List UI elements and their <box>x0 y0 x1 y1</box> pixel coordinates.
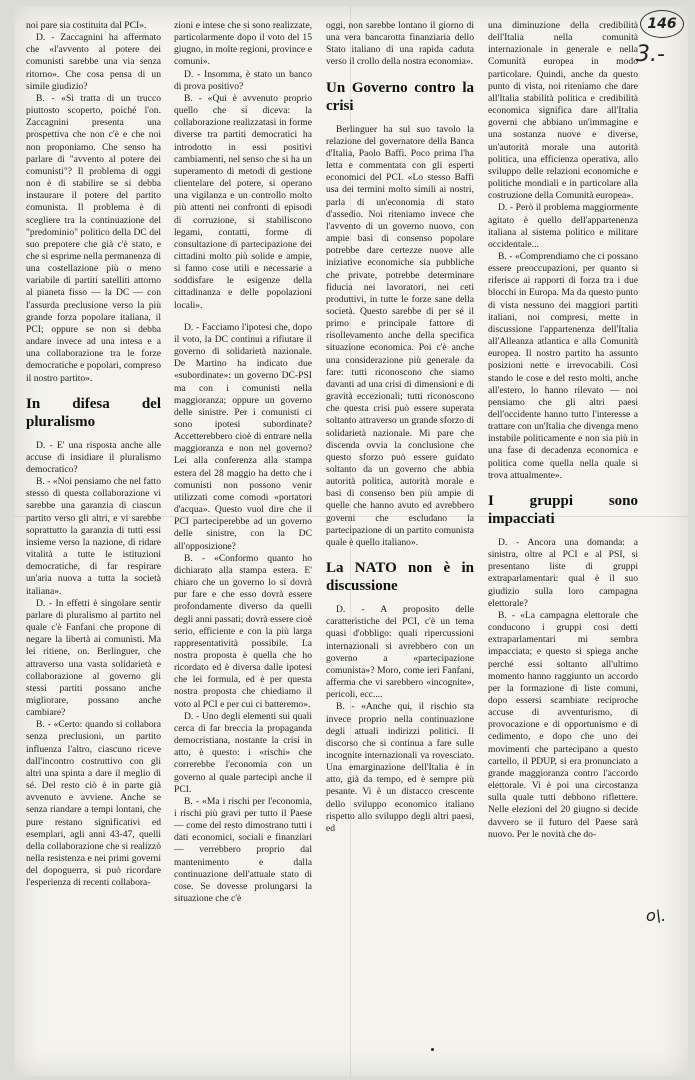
column-4 <box>488 20 638 841</box>
paragraph: B. - «Certo: quando si collabora senza preclusioni, un partito influenza l'altro, ciascuno riceve dall'incontro costruttivo con gli altri una spinta a dare il meglio di sé. Del resto ciò è in parte già avvenuto e avviene. Anche se senza riandare a tempi lontani, che pure restano significativi ed esemplari, agli anni 43-47, quelli della collaborazione che si realizzò nella resistenza e nei primi governi del dopoguerra, si può ricordare l'esperienza di recenti collabora- <box>26 719 161 889</box>
newspaper-page <box>14 6 688 1076</box>
margin-mark-handwritten: 3.- <box>636 42 665 67</box>
paragraph: B. - «Noi pensiamo che nel fatto stesso di questa collaborazione vi sarebbe una garanzia di ciascun partito verso gli altri, e vi sarebbe soprattutto la garanzia di tutti essi insieme verso la nazione, di ridare vitalità a tutte le istituzioni democratiche, di far respirare un'aria nuova a tutta la società italiana». <box>26 476 161 597</box>
paragraph: noi pare sia costituita dal PCI». <box>26 20 147 31</box>
column-2 <box>174 20 312 905</box>
page-number-handwritten: 146 <box>640 10 684 38</box>
ink-speck <box>431 1048 434 1051</box>
paragraph: B. - «La campagna elettorale che conducono i gruppi così detti extraparlamentari mi sembra impacciata; e questo si spiega anche perché essi soltanto all'ultimo momento hanno raggiunto un accordo per la formazione di liste comuni, dopo essersi scambiate reciproche accuse di avventurismo, di provocazione e di opportunismo e di cedimento, e dopo che uno dei movimenti che partecipano a questo cartello, il PDUP, si era pronunciato a grande maggioranza contro l'accordo elettorale. Vi è poi una circostanza sulla quale tutti debbono riflettere. Nelle elezioni del 20 giugno si decide davvero se il futuro del Paese sarà nuovo. Per le novità che do- <box>488 609 638 840</box>
paragraph: D. - Uno degli elementi sui quali cerca di far breccia la propaganda democristiana, nostante la crisi in atto, è questo: i «rischi» che correrebbe l'economia con un governo al quale partecipi anche il PCI. <box>174 710 312 795</box>
paragraph: D. - Insomma, è stato un banco di prova positivo? <box>174 68 312 92</box>
paragraph: B. - «Comprendiamo che ci possano essere preoccupazioni, per quanto si riferisce ai rapporti di forza tra i due blocchi in Europa. Ma da questo punto di vista nessuno dei maggiori partiti italiani, noi compresi, mette in discussione l'appartenenza dell'Italia all'Alleanza atlantica e alla Comunità europea. Il nostro partito ha assunto posizioni nette e irrevocabili. Così stando le cose e del resto molti, anche all'estero, lo hanno rilevato — noi pensiamo che gli altri paesi dell'occidente hanno tutto l'interesse a trattare con un'Italia che divenga meno instabile politicamente e non sia più in una fase di decadenza economica e politica come quella nella quale si trova attualmente». <box>488 250 638 481</box>
column-3 <box>326 20 474 835</box>
paragraph: D. - Però il problema maggiormente agitato è quello dell'appartenenza italiana al sistema politico e militare occidentale... <box>488 202 638 250</box>
paragraph: B. - «Qui è avvenuto proprio quello che si diceva: la collaborazione realizzatasi in forme diverse tra partiti democratici ha introdotto in essi positivi cambiamenti, nel senso che si ha un superamento di metodi di gestione clientelare del potere, si operano una vigilanza e un controllo molto più attenti nei confronti di episodi di corruzione, si stabiliscono legami, contatti, forme di consultazione di partecipazione dei cittadini molto più solide e ampie, si fanno cose utili e necessarie a soddisfare le esigenze della cittadinanza e delle popolazioni locali». <box>174 92 312 311</box>
paragraph: D. - In effetti è singolare sentir parlare di pluralismo al partito nel quale c'è Fanfani che propone di negare la libertà ai comunisti. Ma lei ritiene, on. Berlinguer, che attraverso una vasta solidarietà e collaborazione al governo gli stessi partiti possano anche migliorare, possano anche cambiare? <box>26 597 161 719</box>
paragraph: D. - A proposito delle caratteristiche del PCI, c'è un tema quasi d'obbligo: quali ripercussioni internazionali si avrebbero con un governo a «partecipazione comunista»? Moro, come ieri Fanfani, afferma che vi sarebbero «incognite», pericoli, ecc.... <box>326 604 474 701</box>
paragraph: oggi, non sarebbe lontano il giorno di una vera bancarotta finanziaria dello Stato italiano di una rapida caduta verso il crollo della nostra economia». <box>326 20 474 68</box>
paragraph: D. - Zaccagnini ha affermato che «l'avvento al potere dei comunisti sarebbe una via senza ritorno». Che cosa pensa di un simile giudizio? <box>26 32 161 92</box>
section-heading: Un Governo contro la crisi <box>326 79 474 114</box>
section-heading: La NATO non è in discussione <box>326 560 474 595</box>
paragraph: zioni e intese che si sono realizzate, particolarmente dopo il voto del 15 giugno, in molte regioni, province e comuni». <box>174 20 312 68</box>
paragraph: D. - Ancora una domanda: a sinistra, oltre al PCI e al PSI, si presentano liste di gruppi extraparlamentari: qual è il suo giudizio sulla loro campagna elettorale? <box>488 536 638 609</box>
paragraph: una diminuzione della credibilità dell'Italia nella comunità internazionale in generale e nella Comunità europea in modo particolare. Quindi, anche da questo punto di vista, noi riteniamo che dare all'Italia stabilità politica e credibilità economica significa dare all'Italia governi che abbiano un'immagine e una sostanza nuove e diverse, un'autorità morale una autorità politica, una efficienza operativa, allo sviluppo delle relazioni economiche e politiche mondiali e in particolare alla costruzione della Comunità europea». <box>488 20 638 202</box>
paragraph: B. - «Ma i rischi per l'economia, i rischi più gravi per tutto il Paese — come del resto dimostrano tutti i dati economici, sociali e finanziari — verrebbero proprio dal mantenimento e dalla continuazione dell'attuale stato di cose. Se dovesse prolungarsi la situazione che c'è <box>174 795 312 905</box>
paragraph: D. - E' una risposta anche alle accuse di insidiare il pluralismo democratico? <box>26 439 161 475</box>
column-1 <box>26 20 161 889</box>
section-heading: In difesa del pluralismo <box>26 395 161 430</box>
paragraph: B. - «Anche qui, il rischio sta invece proprio nella continuazione degli attuali indirizzi politici. Il discorso che si continua a fare sulle incognite internazionali va rovesciato. Una emarginazione dell'Italia è in atto, già da tempo, ed è sempre più pesante. Vi è un distacco crescente dello sviluppo economico italiano rispetto allo sviluppo degli altri paesi, ed <box>326 701 474 834</box>
paragraph: B. - «Conformo quanto ho dichiarato alla stampa estera. E' chiaro che un governo lo si dovrà pur fare e che esso dovrà essere profondamente diverso da quelli degli anni passati; dovrà essere cioè serio, efficiente e con la più larga rappresentatività possibile. La nostra proposta è quella che ho ricordato ed è diversa dalle ipotesi che lei formula, ed è per questa nostra proposta che chiediamo il voto al PCI e per cui ci batteremo». <box>174 552 312 710</box>
bottom-mark-handwritten: o\. <box>646 906 667 925</box>
paragraph: B. - «Si tratta di un trucco piuttosto scoperto, poiché l'on. Zaccagnini presenta una prospettiva che non c'è e che noi non proponiamo. Che senso ha parlare di "avvento al potere dei comunisti"? Il problema di oggi non è di stabilire se si debba instaurare il potere del partito comunista. Il problema è di scegliere tra la continuazione del "predominio" politico della DC del suo prepotere che già c'è stato, e che si esprime nella permanenza di una costellazione più o meno variabile di partiti satelliti attorno al pianeta fisso — la DC — con l'assurda preclusione verso la più grande forza popolare italiana, il PCI; oppure se non si debba andare invece ad una intesa e a una collaborazione tra le forze democratiche e popolari, compreso il nostro partito». <box>26 92 161 384</box>
paragraph: Berlinguer ha sul suo tavolo la relazione del governatore della Banca d'Italia, Paolo Baffi. Poco prima l'ha letta e commentata con gli esperti economici del PCI. «Lo stesso Baffi usa dei termini molto simili ai nostri, parla di un'economia di stato d'assedio. Noi riteniamo invece che l'avvento di un governo nuovo, con ampie basi di consenso popolare potrebbe dare certezze nuove alle iniziative economiche sia pubbliche che private, potrebbe determinare fiducia nei lavoratori, nei ceti produttivi, in tutte le forze sane della società. Questo sarebbe di per sé il primo e principale fattore di risollevamento anche della specifica situazione economica. Poi c'è anche una considerazione più generale da fare: tutti riconoscono che siamo davanti ad una crisi di dimensioni e di gravità eccezionali; tutti riconoscono che questa crisi può essere superata soltanto attraverso un grande sforzo di solidarietà nazionale. Mi pare che discenda ovvia la conclusione che questo sforzo può essere guidato soltanto da un governo che abbia autorità politica, autorità morale e basi di consenso ben più ampie di quelle che hanno avuto ed avrebbero governi che escludano la partecipazione di un partito comunista quale è quello italiano». <box>326 123 474 548</box>
section-heading: I gruppi sono impacciati <box>488 492 638 527</box>
paragraph: D. - Facciamo l'ipotesi che, dopo il voto, la DC continui a rifiutare il governo di solidarietà nazionale. De Martino ha indicato due «subordinate»: un governo DC-PSI ma con i comunisti nella maggioranza; oppure un governo delle sinistre. Per i comunisti ci sono ipotesi subordinate? Accetterebbero cioè di entrare nella maggioranza e non nel governo? Lei alla conferenza alla stampa estera del 28 maggio ha detto che i comunisti non possono venir utilizzati come comodi «portatori d'acqua». Questo vuol dire che il PCI parteciperebbe ad un governo delle sinistre, con la DC all'opposizione? <box>174 321 312 552</box>
